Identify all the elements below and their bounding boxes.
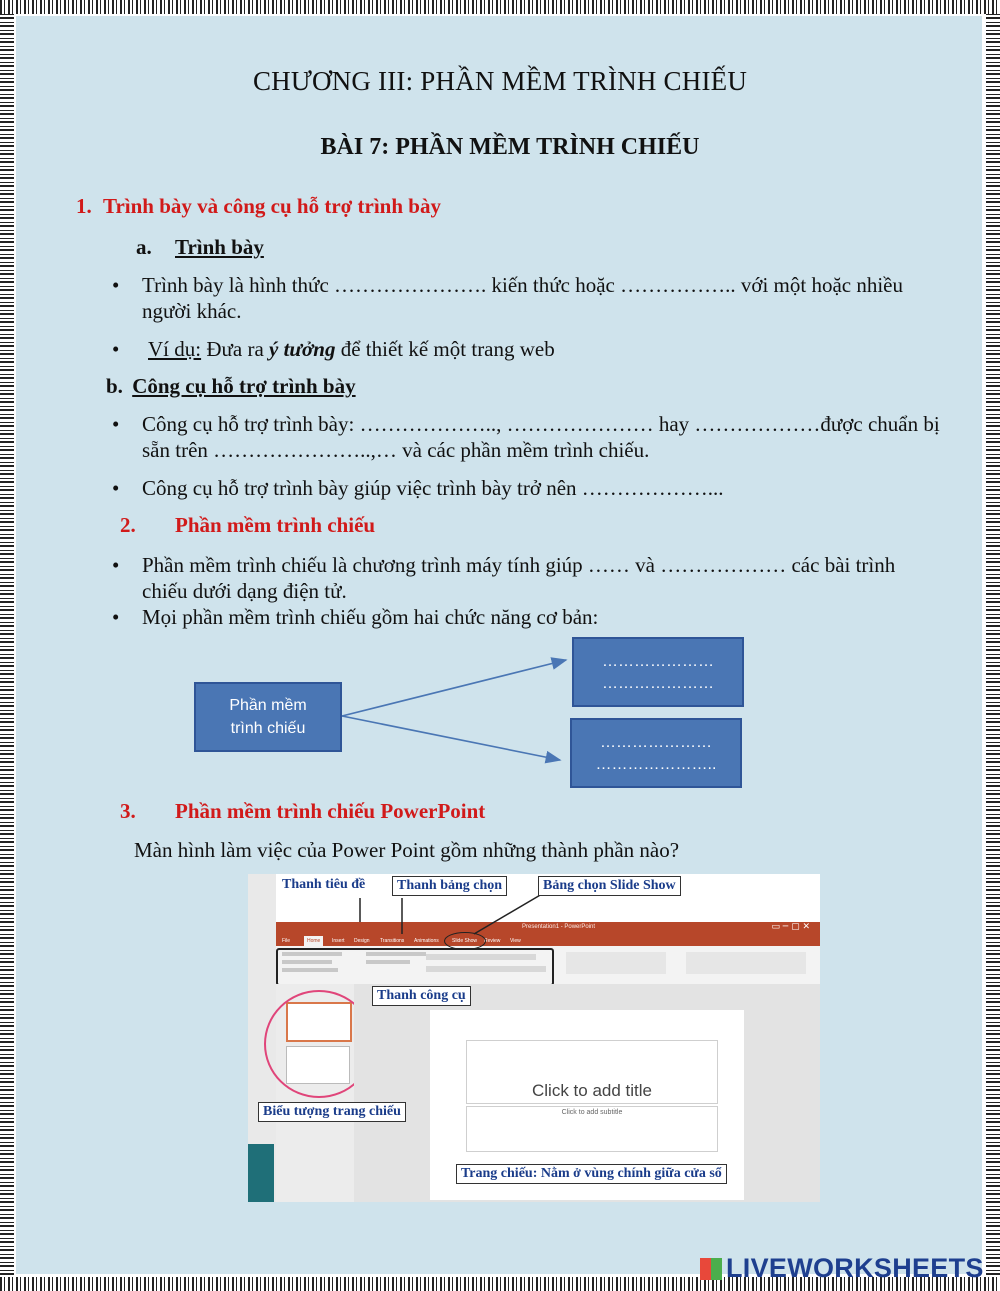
section-3-title: Phần mềm trình chiếu PowerPoint — [175, 799, 486, 823]
section-1-number: 1. — [76, 194, 92, 218]
diagram-source-box — [194, 682, 342, 752]
bullet-2-1-text: Phần mềm trình chiếu là chương trình máy tính giúp …… và ……………… các bài trình chiếu dưới dạng điện tử. — [142, 553, 896, 603]
tab-view: View — [510, 938, 521, 944]
diagram-source-line-2: trình chiếu — [230, 720, 306, 737]
callout-slide-area: Trang chiếu: Nằm ở vùng chính giữa cửa sổ — [456, 1164, 727, 1184]
liveworksheets-logo-icon — [700, 1258, 722, 1280]
chapter-title: CHƯƠNG III: PHẦN MỀM TRÌNH CHIẾU — [252, 66, 748, 96]
diagram-target-box-2 — [570, 718, 742, 788]
tab-review: Review — [484, 938, 501, 944]
arrow-to-function-1 — [342, 660, 566, 716]
arrow-to-function-2 — [342, 716, 560, 760]
tab-home: Home — [304, 936, 323, 946]
diagram-target-box-1 — [572, 637, 744, 707]
bullet-dot: • — [112, 476, 120, 500]
liveworksheets-logo — [700, 1253, 984, 1283]
diagram-target-2-line-1: ………………… — [600, 734, 712, 751]
subsection-b-letter: b. — [106, 374, 123, 398]
section-1-title: Trình bày và công cụ hỗ trợ trình bày — [103, 194, 441, 218]
example-text-2: để thiết kế một trang web — [335, 337, 555, 361]
bullet-b1-text: Công cụ hỗ trợ trình bày: ……………….., ………………… hay ………………được chuẩn bị sẵn trên …………………..,… và các phần mềm trình chiếu. — [142, 412, 940, 462]
example-text-1: Đưa ra — [201, 337, 270, 361]
slide-subtitle-placeholder-text: Click to add subtitle — [561, 1109, 623, 1116]
bullet-b2-text: Công cụ hỗ trợ trình bày giúp việc trình bày trở nên ………………... — [142, 476, 724, 500]
section-2-title: Phần mềm trình chiếu — [175, 513, 376, 537]
bullet-a1-text: Trình bày là hình thức …………………. kiến thức hoặc …………….. với một hoặc nhiều người khác. — [142, 273, 904, 323]
tab-design: Design — [354, 938, 370, 944]
bullet-dot: • — [112, 337, 120, 361]
example-label: Ví dụ: — [148, 337, 202, 361]
tab-slide-show: Slide Show — [452, 938, 478, 944]
lesson-title: BÀI 7: PHẦN MỀM TRÌNH CHIẾU — [320, 134, 700, 160]
bullet-2-2-text: Mọi phần mềm trình chiếu gồm hai chức năng cơ bản: — [142, 605, 599, 629]
section-3-heading — [120, 799, 485, 824]
tab-insert: Insert — [332, 938, 345, 944]
section-2-number: 2. — [120, 513, 136, 537]
subsection-a-letter: a. — [136, 235, 152, 259]
diagram-target-1-line-2: ………………… — [602, 675, 714, 692]
section-3-number: 3. — [120, 799, 136, 823]
bullet-dot: • — [112, 273, 120, 297]
bullet-dot: • — [112, 553, 120, 577]
example-emphasis: ý tưởng — [269, 337, 336, 361]
bullet-dot: • — [112, 412, 120, 436]
ppt-window-caption: Presentation1 - PowerPoint — [522, 924, 596, 930]
bullet-dot: • — [112, 605, 120, 629]
callout-title-bar: Thanh tiêu đề — [278, 876, 369, 894]
window-controls-icon: ▭ ─ ▢ ✕ — [771, 922, 810, 932]
callout-slide-show: Bảng chọn Slide Show — [538, 876, 681, 896]
diagram-source-line-1: Phần mềm — [229, 697, 307, 714]
diagram-target-1-line-1: ………………… — [602, 653, 714, 670]
liveworksheets-logo-text: LIVEWORKSHEETS — [726, 1253, 984, 1283]
callout-toolbar: Thanh công cụ — [372, 986, 471, 1006]
powerpoint-screenshot — [248, 874, 820, 1202]
tab-animations: Animations — [414, 938, 439, 944]
subsection-a-title: Trình bày — [175, 235, 264, 259]
callout-ribbon: Thanh bảng chọn — [392, 876, 507, 896]
slide-title-placeholder-text: Click to add title — [532, 1081, 652, 1100]
callout-pointer-lines — [248, 874, 820, 1202]
subsection-b-title: Công cụ hỗ trợ trình bày — [132, 374, 356, 398]
section-3-question: Màn hình làm việc của Power Point gồm những thành phần nào? — [134, 838, 680, 862]
callout-slide-thumbnails: Biểu tượng trang chiếu — [258, 1102, 406, 1122]
diagram-target-2-line-2: ………………….. — [595, 756, 717, 773]
tab-file: File — [282, 938, 291, 944]
tab-transitions: Transitions — [380, 938, 405, 944]
